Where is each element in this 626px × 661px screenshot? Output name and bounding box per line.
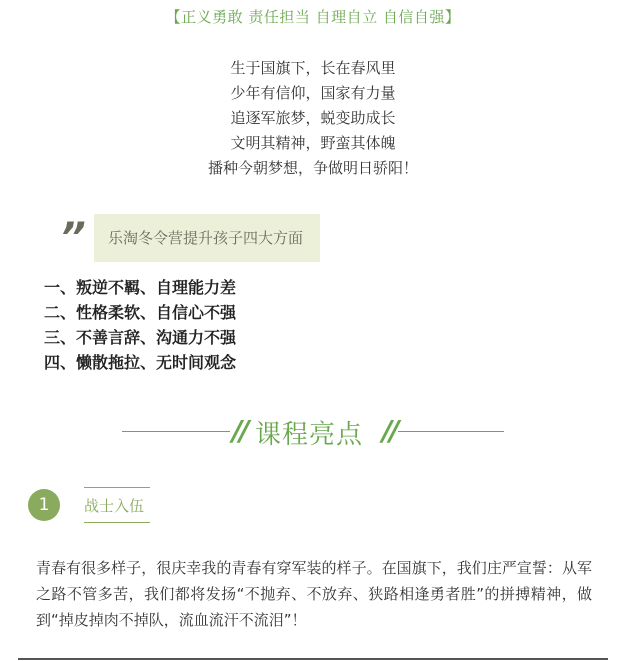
poem-line: 追逐军旅梦，蜕变助成长	[230, 109, 396, 127]
poem-line: 播种今朝梦想，争做明日骄阳！	[207, 159, 418, 177]
poem-line: 生于国旗下，长在春风里	[230, 59, 396, 77]
poem-line: 文明其精神，野蛮其体魄	[230, 134, 396, 152]
highlight-divider-left	[122, 431, 230, 432]
problem-item: 二、性格柔软、自信心不强	[44, 303, 237, 322]
subtitle-rule-top	[84, 487, 150, 488]
problem-list	[44, 275, 236, 375]
problem-item: 四、懒散拖拉、无时间观念	[44, 353, 237, 372]
poem-line: 少年有信仰，国家有力量	[230, 84, 396, 102]
slash-left-icon: //	[232, 414, 247, 447]
tagline: 【正义勇敢 责任担当 自理自立 自信自强】	[165, 8, 461, 26]
subtitle-rule-bottom	[84, 522, 150, 523]
highlight-divider-right	[398, 431, 504, 432]
quote-box: 乐淘冬令营提升孩子四大方面	[94, 214, 320, 262]
problem-item: 一、叛逆不羁、自理能力差	[44, 278, 237, 297]
problem-item: 三、不善言辞、沟通力不强	[44, 328, 237, 347]
section-paragraph: 青春有很多样子，很庆幸我的青春有穿军装的样子。在国旗下，我们庄严宣誓：从军之路不管多苦，我们都将发扬“不抛弃、不放弃、狭路相逢勇者胜”的拼搏精神，做到“掉皮掉肉不掉队，流血流汗不流泪”！	[36, 559, 592, 629]
quote-mark-icon: ”	[60, 215, 82, 261]
slash-right-icon: //	[382, 414, 397, 447]
poem	[0, 56, 626, 181]
highlights-title: 课程亮点	[255, 420, 364, 450]
section-title: 战士入伍	[84, 497, 145, 515]
section-number-badge: 1	[28, 489, 60, 521]
bottom-divider	[18, 658, 608, 660]
